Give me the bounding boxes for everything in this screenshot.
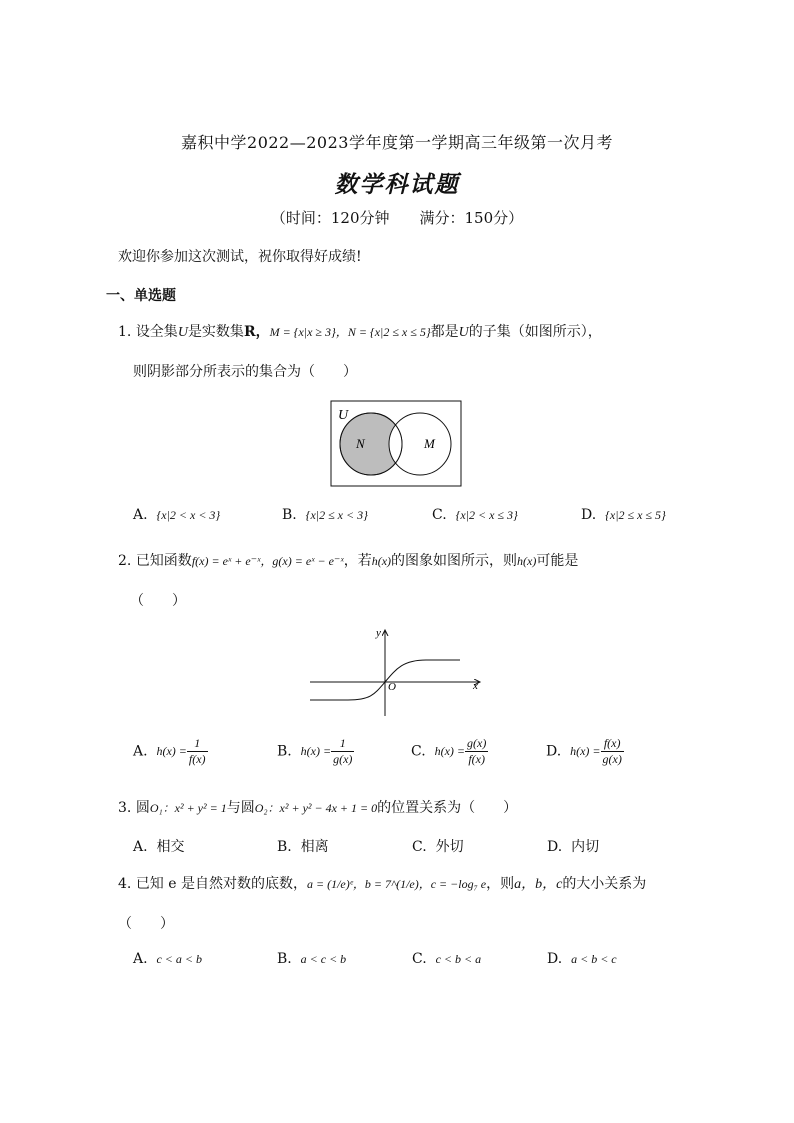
q2-option-d[interactable]: D. h(x) = $\frac{f(x)}{g(x)}$ [546,736,622,766]
q1-text4: 的子集（如图所示）， [468,324,602,340]
q2-option-c[interactable]: C. h(x) = $\frac{g(x)}{f(x)}$ [411,736,487,766]
graph-label-origin: O [388,681,396,693]
q1-text3: 都是 [430,324,459,340]
q4-line1: 4. 已知 e 是自然对数的底数，a = (1/e)ᵉ，b = 7^(1/e)，c = −log₇ e，则a，b，c的大小关系为 [118,876,647,892]
q1-option-d[interactable]: D. {x|2 ≤ x ≤ 5} [581,507,666,523]
q2-line1: 2. 已知函数f(x) = eˣ + e⁻ˣ，g(x) = eˣ − e⁻ˣ，若h(x)的图象如图所示，则h(x)可能是 [118,553,579,569]
q1-u: U [177,325,188,340]
q2-f: f(x) = eˣ + e⁻ˣ， [191,554,273,568]
exam-info: （时间：120分钟 满分：150分） [270,209,524,227]
q2-number: 2. [118,553,132,569]
q4-number: 4. [118,876,132,892]
q2-paren: （ ） [130,593,186,609]
q3-option-b[interactable]: B. 相离 [277,839,329,855]
q2-function-graph [308,624,484,718]
q3-option-d[interactable]: D. 内切 [547,839,600,855]
q3-option-a[interactable]: A. 相交 [133,839,185,855]
q4-expr-a: a = (1/e)ᵉ， [307,877,365,891]
graph-label-x: x [473,680,478,692]
q4-option-b[interactable]: B. a < c < b [277,951,347,967]
q4-option-c[interactable]: C. c < b < a [412,951,482,967]
q1-option-a[interactable]: A. {x|2 < x < 3} [133,507,221,523]
q1-line2: 则阴影部分所表示的集合为（ ） [133,364,357,380]
q1-option-c[interactable]: C. {x|2 < x ≤ 3} [432,507,518,523]
q1-text2: 是实数集 [187,324,244,340]
q4-expr-c: c = −log₇ e [430,877,487,891]
q2-option-b[interactable]: B. h(x) = $\frac{1}{g(x)}$ [277,736,353,766]
graph-label-y: y [376,627,381,639]
venn-label-u: U [338,408,349,423]
q4-expr-b: b = 7^(1/e)， [364,877,431,891]
q3-number: 3. [118,800,132,816]
q3-eq1: x² + y² = 1 [174,801,227,815]
section-title: 一、单选题 [106,288,176,304]
q1-set-m: M = {x|x ≥ 3}， [269,325,348,339]
q1-line1 [118,321,602,341]
q1-r: R， [243,324,270,340]
venn-label-m: M [424,436,435,451]
q1-text1: 设全集 [135,324,178,340]
q3-line1: 3. 圆O₁：x² + y² = 1与圆O₂：x² + y² − 4x + 1 = 0的位置关系为（ ） [118,800,518,816]
q4-option-a[interactable]: A. c < a < b [133,951,202,967]
venn-label-n: N [356,436,365,451]
q3-option-c[interactable]: C. 外切 [412,839,464,855]
q1-number: 1. [118,324,132,340]
q2-g: g(x) = eˣ − e⁻ˣ [272,554,344,568]
q2-option-a[interactable]: A. h(x) = $\frac{1}{f(x)}$ [133,736,206,766]
q3-eq2: x² + y² − 4x + 1 = 0 [279,801,378,815]
q1-option-b[interactable]: B. {x|2 ≤ x < 3} [282,507,368,523]
exam-subtitle: 数学科试题 [334,171,460,198]
exam-title: 嘉积中学2022—2023学年度第一学期高三年级第一次月考 [181,133,613,152]
q1-u2: U [458,325,469,340]
q1-set-n: N = {x|2 ≤ x ≤ 5} [347,325,431,339]
venn-diagram [330,400,462,488]
q4-option-d[interactable]: D. a < b < c [547,951,617,967]
greeting: 欢迎你参加这次测试，祝你取得好成绩! [118,249,362,265]
q4-paren: （ ） [118,916,174,932]
